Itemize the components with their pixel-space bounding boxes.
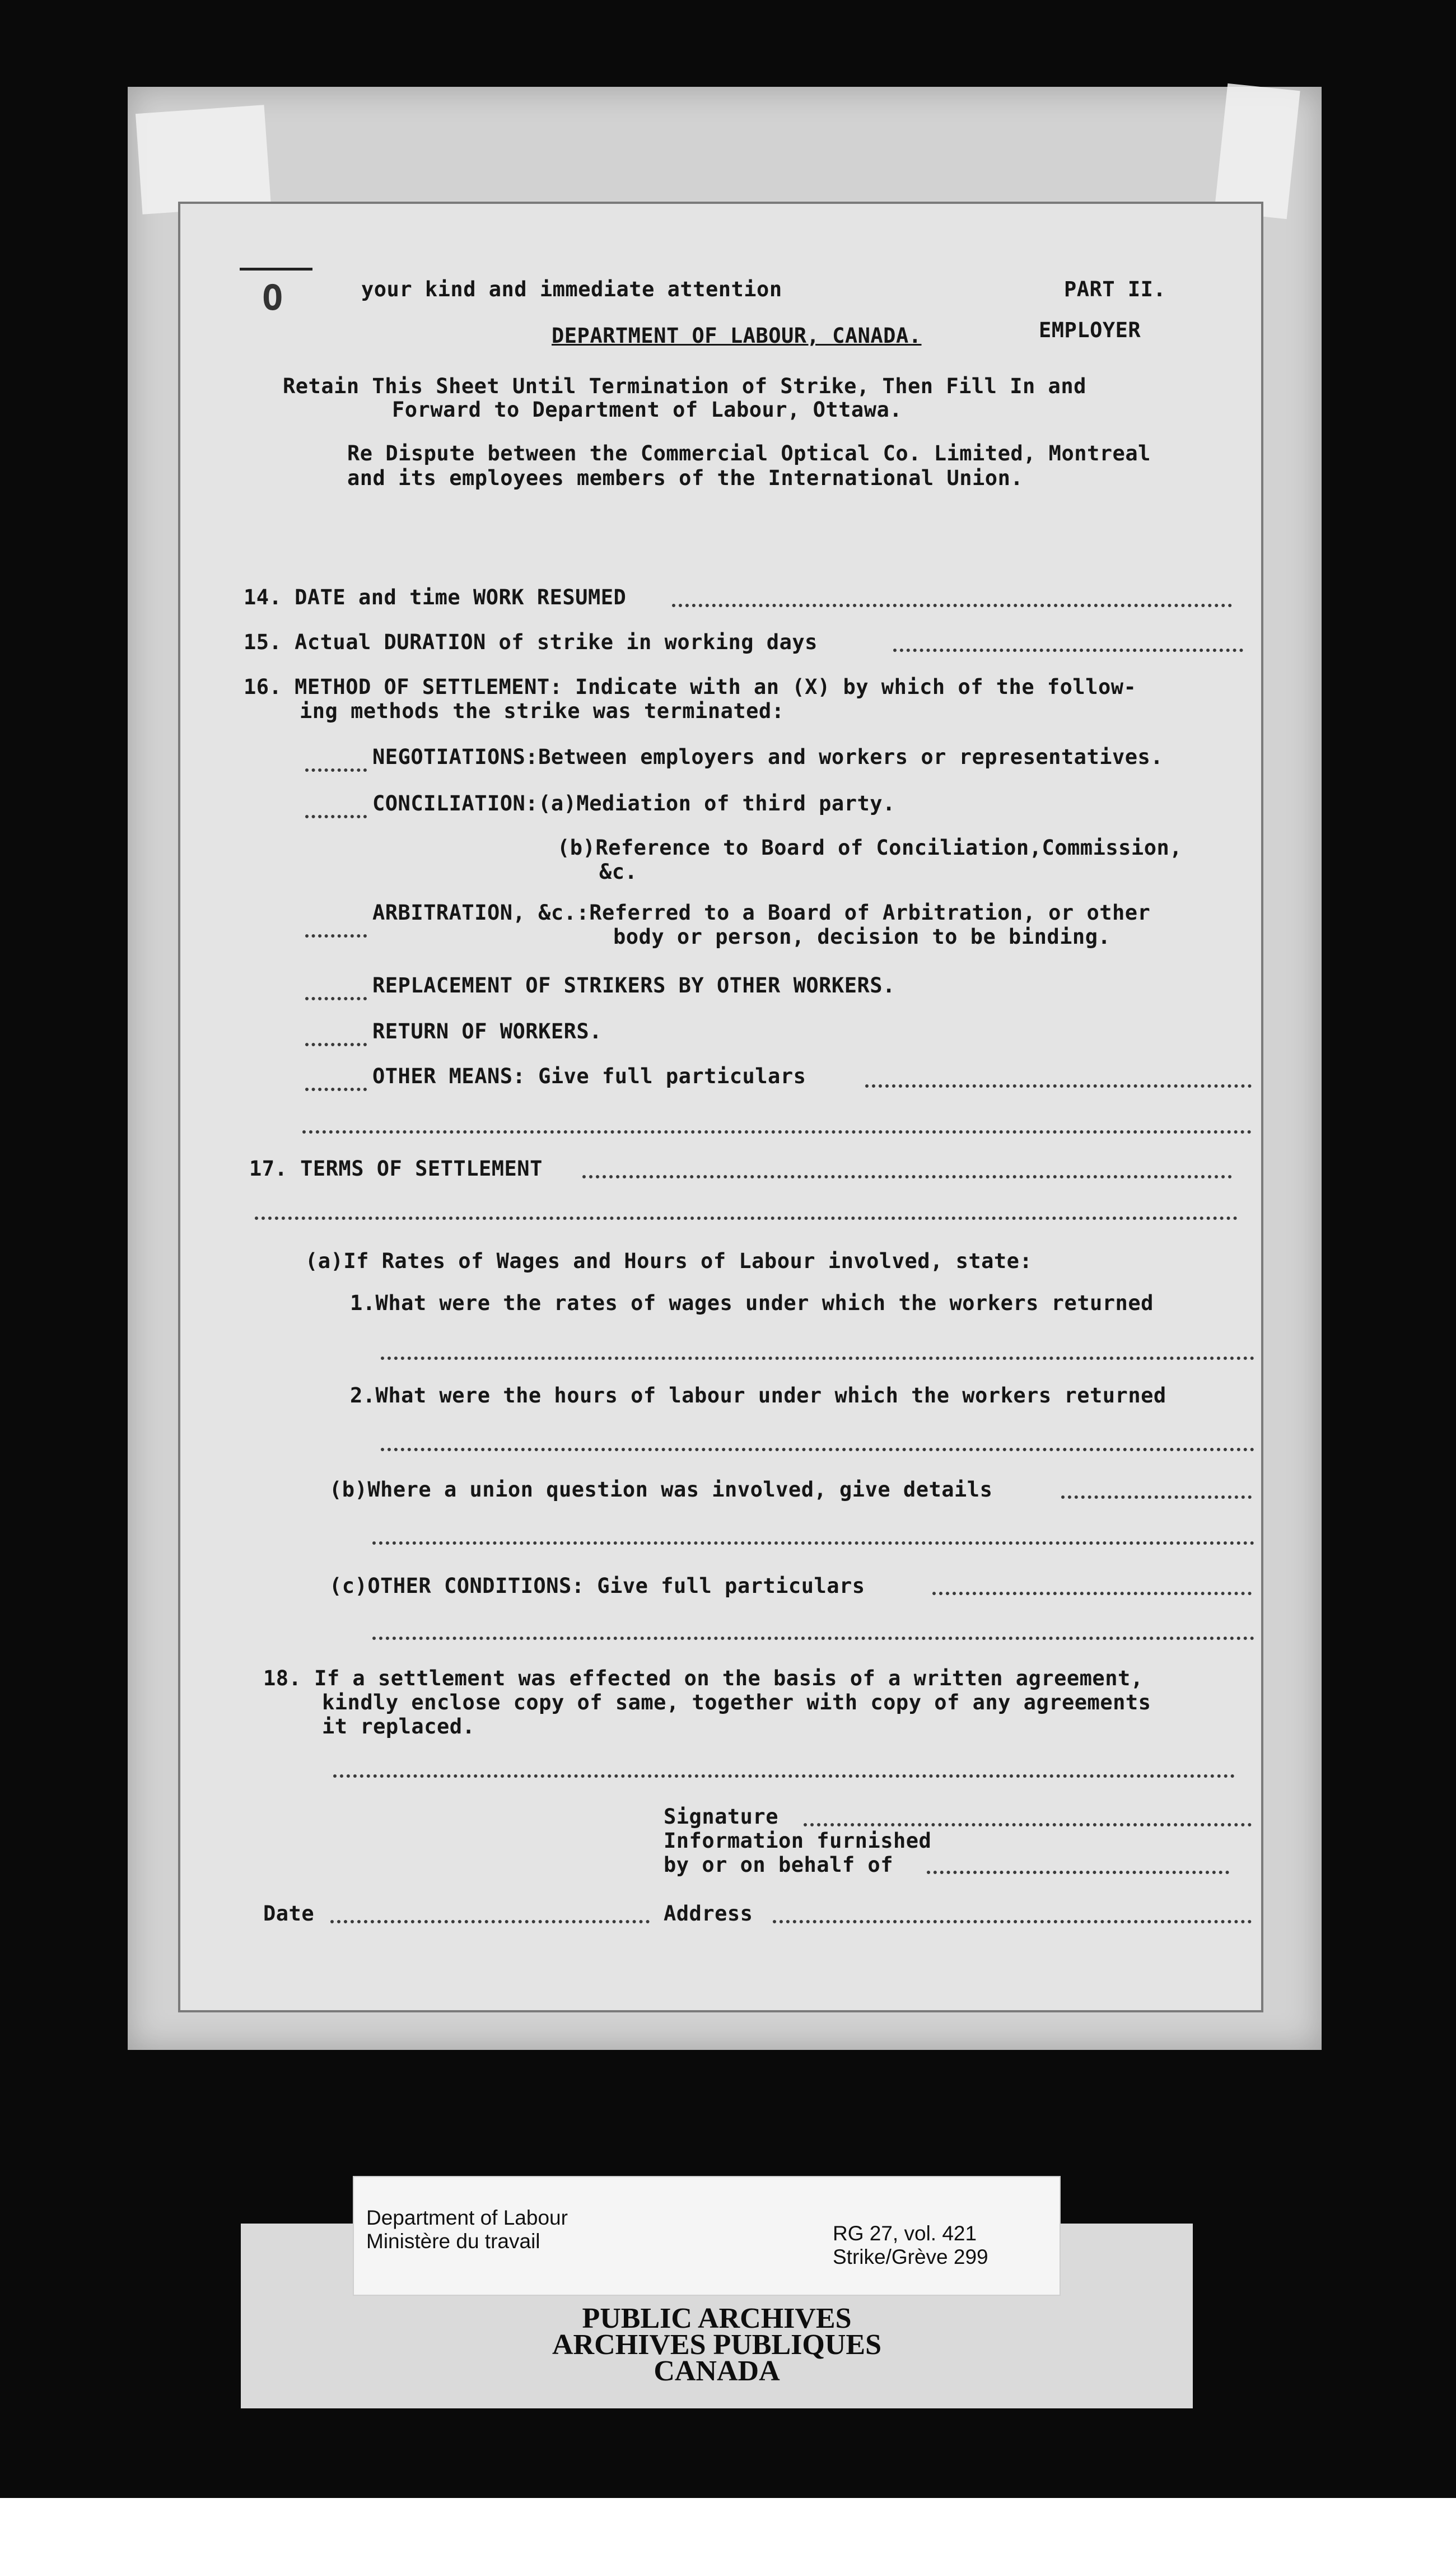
replacement-checkbox[interactable] <box>305 997 367 1000</box>
arbitration-line-1: ARBITRATION, &c.:Referred to a Board of Arbitration, or other <box>372 901 1151 925</box>
behalf-of-label: by or on behalf of <box>664 1853 893 1877</box>
date-label: Date <box>263 1901 315 1926</box>
replacement-label: REPLACEMENT OF STRIKERS BY OTHER WORKERS. <box>372 973 895 998</box>
other-means-blank-2[interactable] <box>302 1130 1252 1134</box>
q16-line-1: 16. METHOD OF SETTLEMENT: Indicate with an (X) by which of the follow- <box>244 675 1137 699</box>
date-field[interactable] <box>330 1920 650 1923</box>
q17a2-blank[interactable] <box>381 1448 1254 1451</box>
q17c-blank[interactable] <box>932 1592 1252 1595</box>
q18-line-1: 18. If a settlement was effected on the basis of a written agreement, <box>263 1666 1144 1690</box>
part-label: PART II. <box>1064 277 1166 301</box>
address-label: Address <box>664 1901 753 1926</box>
q17-blank[interactable] <box>582 1175 1232 1178</box>
q17a-label: (a)If Rates of Wages and Hours of Labour involved, state: <box>305 1249 1033 1273</box>
q16-line-2: ing methods the strike was terminated: <box>300 699 785 723</box>
signature-label: Signature <box>664 1805 778 1829</box>
rg-reference: RG 27, vol. 421 <box>833 2222 977 2245</box>
conciliation-checkbox[interactable] <box>305 815 367 818</box>
dispute-line-2: and its employees members of the International Union. <box>347 466 1024 490</box>
corner-mark-line <box>240 268 312 271</box>
q14-blank[interactable] <box>672 604 1232 607</box>
department-title: DEPARTMENT OF LABOUR, CANADA. <box>552 324 922 348</box>
q15-blank[interactable] <box>893 649 1243 652</box>
q17b-blank[interactable] <box>1061 1495 1252 1499</box>
information-furnished-label: Information furnished <box>664 1829 932 1853</box>
q18-line-3: it replaced. <box>322 1714 475 1739</box>
q18-line-2: kindly enclose copy of same, together with copy of any agreements <box>322 1690 1151 1714</box>
negotiations-label: NEGOTIATIONS:Between employers and workers or representatives. <box>372 745 1164 769</box>
arbitration-checkbox[interactable] <box>305 934 367 938</box>
q17b-label: (b)Where a union question was involved, give details <box>329 1478 993 1502</box>
q17a1-blank[interactable] <box>381 1357 1254 1360</box>
dispute-line-1: Re Dispute between the Commercial Optical Co. Limited, Montreal <box>347 441 1151 465</box>
archives-canada: CANADA <box>654 2355 780 2387</box>
department-en: Department of Labour <box>366 2206 568 2229</box>
employer-label: EMPLOYER <box>1039 318 1141 342</box>
archives-publiques: ARCHIVES PUBLIQUES <box>552 2329 882 2361</box>
other-means-label: OTHER MEANS: Give full particulars <box>372 1064 806 1088</box>
address-field[interactable] <box>773 1920 1252 1923</box>
attention-line: your kind and immediate attention <box>361 277 782 301</box>
other-means-blank[interactable] <box>865 1084 1252 1088</box>
department-fr: Ministère du travail <box>366 2230 540 2253</box>
bottom-margin <box>0 2498 1456 2554</box>
public-archives: PUBLIC ARCHIVES <box>582 2303 852 2334</box>
q17-label: 17. TERMS OF SETTLEMENT <box>249 1157 543 1181</box>
q17-blank-2[interactable] <box>255 1217 1238 1220</box>
tape-right <box>1214 83 1300 219</box>
q14-label: 14. DATE and time WORK RESUMED <box>244 585 627 609</box>
conciliation-b-line-1: (b)Reference to Board of Conciliation,Commission, <box>557 836 1183 860</box>
instructions-line-2: Forward to Department of Labour, Ottawa. <box>392 398 903 422</box>
behalf-of-field[interactable] <box>927 1871 1229 1874</box>
q17a1-label: 1.What were the rates of wages under which the workers returned <box>350 1291 1154 1315</box>
archive-reference-card <box>353 2176 1061 2296</box>
q17a2-label: 2.What were the hours of labour under which the workers returned <box>350 1383 1166 1408</box>
q17c-label: (c)OTHER CONDITIONS: Give full particulars <box>329 1574 865 1598</box>
q17c-blank-2[interactable] <box>372 1637 1254 1640</box>
conciliation-b-line-2: &c. <box>599 860 638 884</box>
arbitration-line-2: body or person, decision to be binding. <box>613 925 1111 949</box>
strike-number: Strike/Grève 299 <box>833 2245 988 2268</box>
return-workers-label: RETURN OF WORKERS. <box>372 1019 602 1043</box>
other-means-checkbox[interactable] <box>305 1088 367 1091</box>
q17b-blank-2[interactable] <box>372 1541 1254 1545</box>
corner-mark: O <box>262 277 283 318</box>
q18-blank[interactable] <box>333 1774 1235 1778</box>
return-workers-checkbox[interactable] <box>305 1043 367 1046</box>
signature-field[interactable] <box>804 1823 1252 1826</box>
instructions-line-1: Retain This Sheet Until Termination of Strike, Then Fill In and <box>283 374 1086 398</box>
tape-left <box>136 105 271 215</box>
q15-label: 15. Actual DURATION of strike in working days <box>244 630 818 654</box>
conciliation-a-label: CONCILIATION:(a)Mediation of third party. <box>372 791 895 815</box>
negotiations-checkbox[interactable] <box>305 768 367 772</box>
